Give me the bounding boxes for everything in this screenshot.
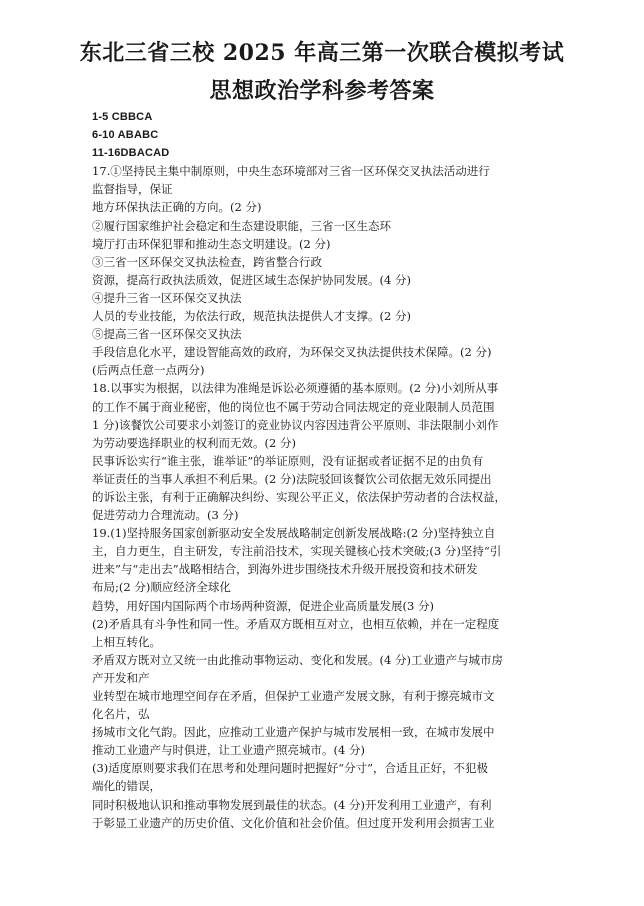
answer-line: 的诉讼主张，有利于正确解决纠纷、实现公平正义，依法保护劳动者的合法权益， xyxy=(92,489,506,504)
answer-line: 趋势，用好国内国际两个市场两种资源，促进企业高质量发展(3 分) xyxy=(92,598,434,613)
answer-line: 业转型在城市地理空间存在矛盾，但保护工业遗产发展文脉，有利于擦亮城市文 xyxy=(92,689,495,703)
answer-line: 17.①坚持民主集中制原则，中央生态环境部对三省一区环保交叉执法活动进行 xyxy=(92,164,490,179)
answer-line: ③三省一区环保交叉执法检查，跨省整合行政 xyxy=(92,254,322,269)
exam-title: 东北三省三校 2025 年高三第一次联合模拟考试 xyxy=(79,40,565,66)
answer-line: 促进劳动力合理流动。(3 分) xyxy=(92,508,239,523)
answer-line: 于彰显工业遗产的历史价值、文化价值和社会价值。但过度开发利用会损害工业 xyxy=(92,815,495,830)
answer-line: 手段信息化水平，建设智能高效的政府，为环保交叉执法提供技术保障。(2 分) xyxy=(92,345,492,360)
answer-line: 推动工业遗产与时俱进，让工业遗产照亮城市。(4 分) xyxy=(92,743,365,758)
answer-line: 19.(1)坚持服务国家创新驱动安全发展战略制定创新发展战略:(2 分)坚持独立自 xyxy=(92,526,496,541)
mc-answer-11-16: 11-16DBACAD xyxy=(92,147,170,160)
answer-line: 矛盾双方既对立又统一由此推动事物运动、变化和发展。(4 分)工业遗产与城市房 xyxy=(92,652,503,667)
answer-line: 举证责任的当事人承担不利后果。(2 分)法院驳回该餐饮公司依据无效乐同提出 xyxy=(92,471,492,486)
answer-line: ②履行国家维护社会稳定和生态建设职能，三省一区生态环 xyxy=(92,218,391,233)
answer-line: 资源，提高行政执法质效，促进区域生态保护协同发展。(4 分) xyxy=(92,272,411,287)
answer-line: (3)适度原则要求我们在思考和处理问题时把握好“分寸”，合适且正好，不犯极 xyxy=(92,761,489,776)
answer-line: (2)矛盾具有斗争性和同一性。矛盾双方既相互对立，也相互依赖，并在一定程度 xyxy=(92,616,500,631)
answer-line: 同时积极地认识和推动事物发展到最佳的状态。(4 分)开发利用工业遗产，有利 xyxy=(92,797,492,812)
answer-line: ⑤提高三省一区环保交叉执法 xyxy=(92,327,242,342)
answer-line: 1 分)该餐饮公司要求小刘签订的竞业协议内容因违背公平原则、非法限制小刘作 xyxy=(92,417,499,432)
subject-title: 思想政治学科参考答案 xyxy=(209,78,435,104)
answer-line: 为劳动要选择职业的权利而无效。(2 分) xyxy=(92,435,296,450)
answer-line: 进来”与“走出去”战略相结合，到海外进步围绕技术升级开展投资和技术研发 xyxy=(92,562,478,577)
answer-line: 18.以事实为根据，以法律为准绳是诉讼必须遵循的基本原则。(2 分)小刘所从事 xyxy=(92,381,499,396)
answer-line: 境厅打击环保犯罪和推动生态文明建设。(2 分) xyxy=(92,236,331,251)
mc-answer-6-10: 6-10 ABABC xyxy=(92,129,159,142)
answer-line: 上相互转化。 xyxy=(92,634,161,649)
answer-line: 布局;(2 分)顺应经济全球化 xyxy=(92,580,231,595)
answer-line: ④提升三省一区环保交叉执法 xyxy=(92,290,242,305)
answer-line: 扬城市文化气韵。因此，应推动工业遗产保护与城市发展相一致，在城市发展中 xyxy=(92,725,495,740)
answer-line: (后两点任意一点两分) xyxy=(92,363,205,378)
answer-content xyxy=(92,108,580,832)
answer-line: 产开发和产 xyxy=(92,670,150,685)
answer-line: 监督指导，保证 xyxy=(92,182,173,197)
mc-answer-1-5: 1-5 CBBCA xyxy=(92,111,153,123)
answer-line: 化名片，弘 xyxy=(92,707,150,722)
answer-line: 的工作不属于商业秘密，他的岗位也不属于劳动合同法规定的竞业限制人员范围 xyxy=(92,399,495,414)
answer-line: 人员的专业技能，为依法行政，规范执法提供人才支撑。(2 分) xyxy=(92,309,411,324)
answer-line: 民事诉讼实行“谁主张，谁举证”的举证原则，没有证据或者证据不足的由负有 xyxy=(92,453,484,468)
answer-line: 地方环保执法正确的方向。(2 分) xyxy=(92,200,262,215)
answer-line: 主，自力更生，自主研发，专注前沿技术，实现关键核心技术突破;(3 分)坚持“引 xyxy=(92,544,502,559)
answer-line: 端化的错误， xyxy=(92,779,161,794)
